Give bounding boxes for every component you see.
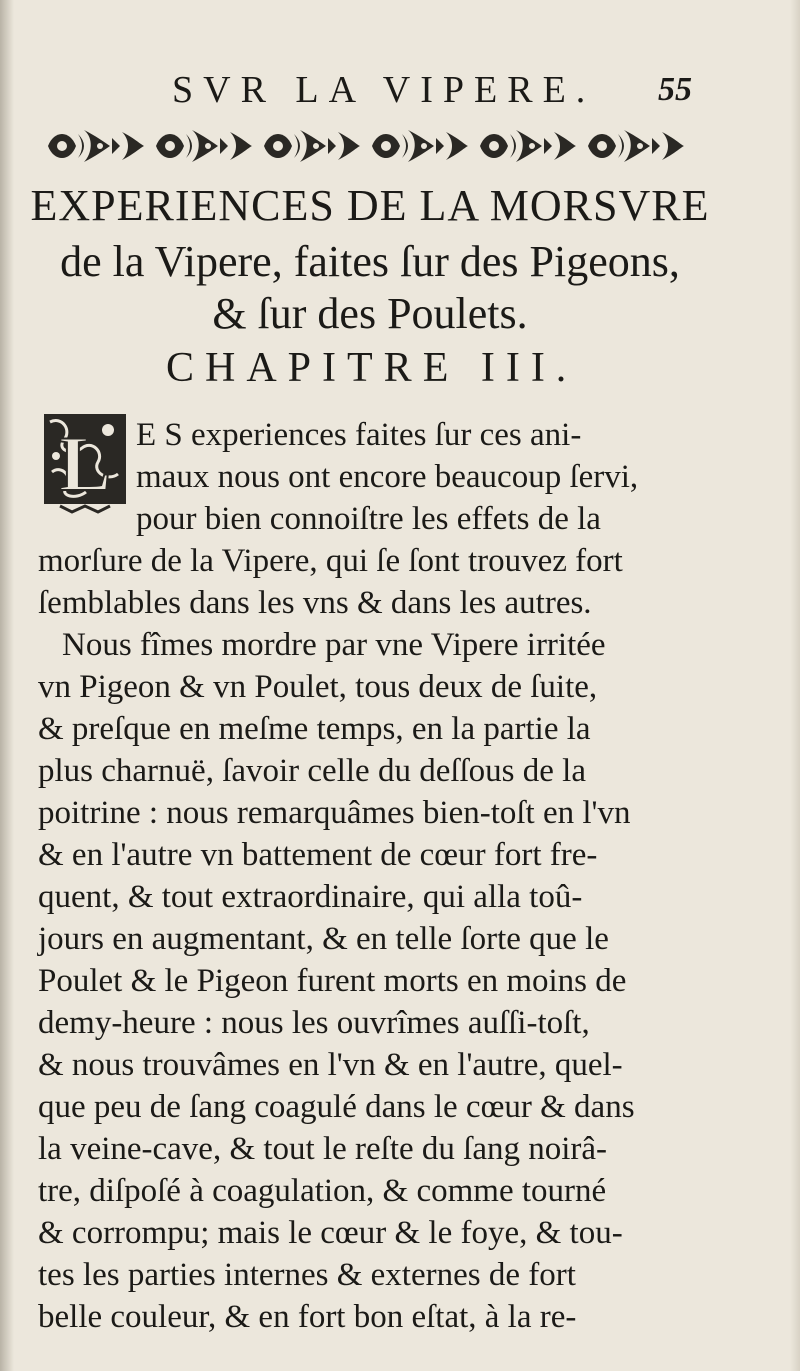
body-line: tes les parties internes & externes de fort [38, 1257, 576, 1293]
drop-cap-letter: L [58, 420, 112, 507]
body-line: Poulet & le Pigeon furent morts en moins de [38, 963, 627, 999]
body-line: demy-heure : nous les ouvrîmes auſſi-toſt, [38, 1005, 590, 1041]
body-line: ſemblables dans les vns & dans les autres. [38, 585, 592, 621]
body-line: plus charnuë, ſavoir celle du deſſous de la [38, 753, 586, 789]
body-line: que peu de ſang coagulé dans le cœur & dans [38, 1089, 635, 1125]
body-line: & corrompu; mais le cœur & le foye, & tou- [38, 1215, 623, 1251]
body-line: poitrine : nous remarquâmes bien-toſt en l'vn [38, 795, 631, 831]
heading-line-3: & ſur des Poulets. [212, 289, 528, 338]
body-line: jours en augmentant, & en telle ſorte que le [38, 921, 609, 957]
body-line: vn Pigeon & vn Poulet, tous deux de ſuite, [38, 669, 598, 705]
heading-line-1: EXPERIENCES DE LA MORSVRE [30, 181, 710, 230]
running-title: SVR LA VIPERE. [172, 69, 596, 111]
body-line: & en l'autre vn battement de cœur fort fre- [38, 837, 598, 873]
running-head [0, 66, 800, 114]
body-line: maux nous ont encore beaucoup ſervi, [136, 459, 639, 495]
binding-shadow [0, 0, 14, 1371]
body-line: belle couleur, & en fort bon eſtat, à la re- [38, 1299, 577, 1335]
floral-ornament-icon [44, 124, 694, 168]
page-number: 55 [658, 71, 692, 108]
chapter-title: CHAPITRE III. [166, 345, 578, 391]
body-line: morſure de la Vipere, qui ſe ſont trouvez fort [38, 543, 623, 579]
body-line: & nous trouvâmes en l'vn & en l'autre, quel- [38, 1047, 623, 1083]
body-line: quent, & tout extraordinaire, qui alla toû- [38, 879, 583, 915]
body-line: & preſque en meſme temps, en la partie la [38, 711, 591, 747]
decorated-initial-icon [42, 412, 128, 516]
heading-line-2: de la Vipere, faites ſur des Pigeons, [60, 237, 680, 286]
body-line: pour bien connoiſtre les effets de la [136, 501, 601, 537]
body-line: la veine-cave, & tout le reſte du ſang noirâ- [38, 1131, 608, 1167]
page-edge [790, 0, 800, 1371]
body-line: Nous fîmes mordre par vne Vipere irritée [62, 627, 606, 663]
body-line: tre, diſpoſé à coagulation, & comme tourné [38, 1173, 607, 1209]
body-line: E S experiences faites ſur ces ani- [136, 417, 582, 453]
